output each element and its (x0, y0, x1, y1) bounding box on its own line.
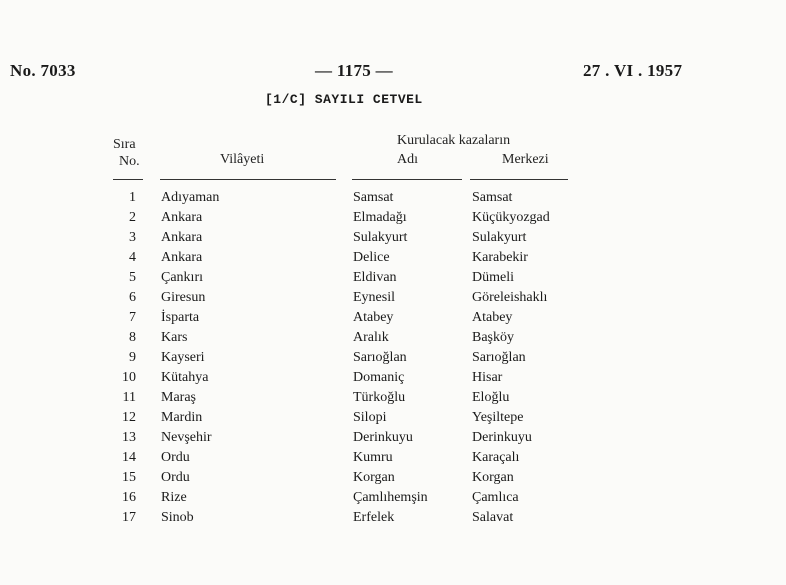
province-cell: Çankırı (161, 270, 203, 285)
row-number: 16 (122, 490, 136, 505)
table-row (0, 190, 786, 210)
table-row (0, 330, 786, 350)
province-cell: Giresun (161, 290, 206, 305)
district-center-cell: Çamlıca (472, 490, 519, 505)
header-rule-no (113, 179, 143, 180)
province-cell: Ankara (161, 210, 203, 225)
table-row (0, 290, 786, 310)
table-row (0, 510, 786, 530)
district-name-cell: Korgan (353, 470, 395, 485)
district-table (0, 190, 786, 530)
table-row (0, 430, 786, 450)
row-number: 10 (122, 370, 136, 385)
row-number: 14 (122, 450, 136, 465)
table-row (0, 370, 786, 390)
district-center-cell: Atabey (472, 310, 513, 325)
district-center-cell: Sarıoğlan (472, 350, 526, 365)
column-header-adi: Adı (397, 152, 418, 167)
column-header-group: Kurulacak kazaların (397, 133, 511, 148)
document-title: [1/C] SAYILI CETVEL (265, 92, 423, 107)
province-cell: Mardin (161, 410, 203, 425)
province-cell: Maraş (161, 390, 196, 405)
district-name-cell: Sulakyurt (353, 230, 408, 245)
province-cell: İsparta (161, 310, 200, 325)
district-name-cell: Türkoğlu (353, 390, 406, 405)
district-name-cell: Elmadağı (353, 210, 407, 225)
row-number: 8 (129, 330, 136, 345)
province-cell: Sinob (161, 510, 194, 525)
district-center-cell: Salavat (472, 510, 514, 525)
table-row (0, 210, 786, 230)
district-center-cell: Göreleishaklı (472, 290, 548, 305)
district-center-cell: Samsat (472, 190, 513, 205)
row-number: 2 (129, 210, 136, 225)
row-number: 17 (122, 510, 136, 525)
gazette-date: 27 . VI . 1957 (583, 61, 683, 80)
district-name-cell: Çamlıhemşin (353, 490, 428, 505)
table-row (0, 310, 786, 330)
gazette-number: No. 7033 (10, 61, 76, 80)
row-number: 15 (122, 470, 136, 485)
district-name-cell: Delice (353, 250, 390, 265)
province-cell: Adıyaman (161, 190, 220, 205)
district-name-cell: Eldivan (353, 270, 397, 285)
district-center-cell: Küçükyozgad (472, 210, 550, 225)
table-row (0, 410, 786, 430)
row-number: 13 (122, 430, 136, 445)
row-number: 6 (129, 290, 136, 305)
district-name-cell: Samsat (353, 190, 394, 205)
province-cell: Ordu (161, 470, 190, 485)
district-center-cell: Eloğlu (472, 390, 510, 405)
district-name-cell: Eynesil (353, 290, 395, 305)
column-header-vilayeti: Vilâyeti (220, 152, 265, 167)
province-cell: Ankara (161, 250, 203, 265)
district-center-cell: Yeşiltepe (472, 410, 524, 425)
province-cell: Kars (161, 330, 188, 345)
column-header-merkezi: Merkezi (502, 152, 549, 167)
district-name-cell: Silopi (353, 410, 387, 425)
district-center-cell: Karaçalı (472, 450, 520, 465)
table-row (0, 270, 786, 290)
header-rule-adi (352, 179, 462, 180)
district-name-cell: Erfelek (353, 510, 395, 525)
table-row (0, 390, 786, 410)
page-number: — 1175 — (315, 61, 393, 80)
district-center-cell: Dümeli (472, 270, 514, 285)
table-row (0, 250, 786, 270)
district-name-cell: Domaniç (353, 370, 405, 385)
table-row (0, 490, 786, 510)
column-header-no: No. (119, 154, 140, 169)
column-header-sira: Sıra (113, 137, 136, 152)
row-number: 4 (129, 250, 136, 265)
table-row (0, 450, 786, 470)
table-row (0, 230, 786, 250)
district-center-cell: Karabekir (472, 250, 528, 265)
row-number: 1 (129, 190, 136, 205)
header-rule-vilayeti (160, 179, 336, 180)
district-center-cell: Derinkuyu (472, 430, 532, 445)
row-number: 3 (129, 230, 136, 245)
province-cell: Ordu (161, 450, 190, 465)
district-name-cell: Aralık (353, 330, 389, 345)
district-center-cell: Sulakyurt (472, 230, 527, 245)
header-rule-merkezi (470, 179, 568, 180)
province-cell: Ankara (161, 230, 203, 245)
district-name-cell: Atabey (353, 310, 394, 325)
province-cell: Rize (161, 490, 187, 505)
table-row (0, 470, 786, 490)
province-cell: Kütahya (161, 370, 209, 385)
province-cell: Nevşehir (161, 430, 212, 445)
district-center-cell: Başköy (472, 330, 514, 345)
row-number: 9 (129, 350, 136, 365)
district-name-cell: Kumru (353, 450, 393, 465)
district-name-cell: Derinkuyu (353, 430, 413, 445)
row-number: 7 (129, 310, 136, 325)
district-center-cell: Korgan (472, 470, 514, 485)
row-number: 12 (122, 410, 136, 425)
district-name-cell: Sarıoğlan (353, 350, 407, 365)
district-center-cell: Hisar (472, 370, 503, 385)
table-row (0, 350, 786, 370)
row-number: 11 (122, 390, 136, 405)
row-number: 5 (129, 270, 136, 285)
province-cell: Kayseri (161, 350, 205, 365)
